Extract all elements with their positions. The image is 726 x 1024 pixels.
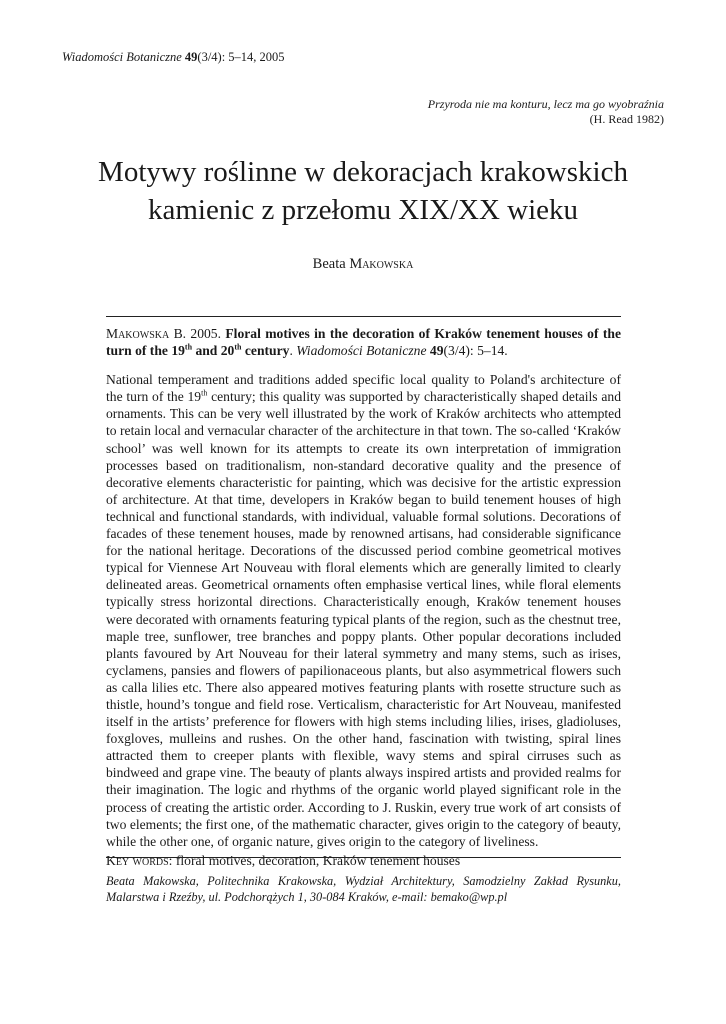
keywords-text: floral motives, decoration, Kraków tenement houses — [175, 852, 461, 868]
citation-year: B. 2005. — [169, 326, 226, 341]
citation-sup: th — [184, 342, 193, 352]
citation-title-part: century — [241, 343, 290, 359]
epigraph — [428, 97, 664, 127]
bottom-divider — [106, 857, 621, 858]
abstract-part: century; this quality was supported by characteristically shaped details and ornaments. This can be very well illustrated by the work of Kraków architects who attempted to retain local and vernacular character of the architecture in that town. The so-called ‘Kraków school’ was well known for its attempts to create its own interpretation of immigration processes based on traditionalism, non-standard decorative quality and the presence of decorative elements characteristic for painting, which was decisive for the artistic expression of architecture. At that time, developers in Kraków began to build tenement houses of high technical and functional standards, with individual, valuable formal solutions. Decorations of facades of these tenement houses, made by renowned artisans, had considerable significance for the national heritage. Decorations of the discussed period combine geometrical motives typical for Viennese Art Nouveau with floral elements which are generally limited to clearly delineated areas. Geometrical ornaments often emphasise vertical lines, while floral elements typically stress horizontal directions. Characteristically enough, Kraków tenement houses were decorated with ornaments featuring typical plants of the region, such as the chestnut tree, maple tree, sunflower, tree branches and poppy plants. Other popular decorations included plants favoured by Art Nouveau for their lateral symmetry and many stems, such as irises, cyclamens, pansies and flowers of papilionaceous plants, but also asymmetrical flowers such as calla lilies etc. There also appeared motives featuring plants with rosette structure such as thistle, hound’s tongue and field rose. Verticalism, characteristic for Art Nouveau, manifested itself in the artists’ preference for flowers with high stems including lilies, irises, gladioluses, foxgloves, mulleins and rushes. On the other hand, fascination with twisting, spiral lines attracted them to creeper plants with flexible, wavy stems and spiral cirruses such as bindweed and grape vine. The beauty of plants always inspired artists and provided realms for their imagination. The logic and rhythms of the organic world played significant role in the process of creating the artistic order. According to J. Ruskin, every true work of art consists of two elements; the first one, of the mathematic character, gives origin to the category of beauty, while the other one, of organic nature, gives origin to the category of liveliness. — [106, 389, 621, 849]
citation-issue: (3/4): 5–14. — [443, 343, 508, 359]
epigraph-attribution: (H. Read 1982) — [589, 112, 664, 126]
top-divider — [106, 316, 621, 317]
citation-author: Makowska — [106, 326, 170, 341]
citation-title-part: Floral motives in the decoration of Kraków tenement houses of the turn of the 19 — [106, 326, 621, 359]
citation-volume: 49 — [429, 343, 444, 359]
abstract-part: National temperament and traditions added specific local quality to Poland's architecture of the turn of the 19 — [106, 372, 621, 405]
abstract-sup: th — [201, 388, 208, 398]
citation-journal: Wiadomości Botaniczne — [296, 343, 427, 359]
article-author — [0, 256, 726, 273]
keywords — [106, 852, 621, 869]
citation-punct: . — [289, 343, 297, 359]
journal-reference — [62, 50, 285, 65]
author-affiliation: Beata Makowska, Politechnika Krakowska, Wydział Architektury, Samodzielny Zakład Rysunku, Malarstwa i Rzeźby, ul. Podchorążych 1, 30-084 Kraków, e-mail: bemako@wp.pl — [106, 874, 621, 904]
article-title — [60, 153, 666, 229]
journal-name: Wiadomości Botaniczne — [62, 50, 182, 64]
citation — [106, 325, 621, 359]
journal-issue-pages: (3/4): 5–14, 2005 — [197, 50, 285, 64]
article-title-line1: Motywy roślinne w dekoracjach krakowskich — [98, 156, 628, 188]
keywords-label: Key words — [106, 852, 169, 868]
citation-title-part: and 20 — [192, 343, 235, 359]
abstract-text — [106, 371, 621, 850]
citation-sup: th — [234, 342, 242, 352]
epigraph-quote: Przyroda nie ma konturu, lecz ma go wyobraźnia — [427, 97, 664, 111]
abstract-block — [106, 325, 621, 869]
author-first-name: Beata — [312, 256, 346, 272]
keywords-colon: : — [168, 852, 176, 868]
article-title-line2: kamienic z przełomu XIX/XX wieku — [147, 194, 579, 226]
journal-volume: 49 — [184, 50, 198, 64]
author-last-name: Makowska — [349, 256, 414, 272]
